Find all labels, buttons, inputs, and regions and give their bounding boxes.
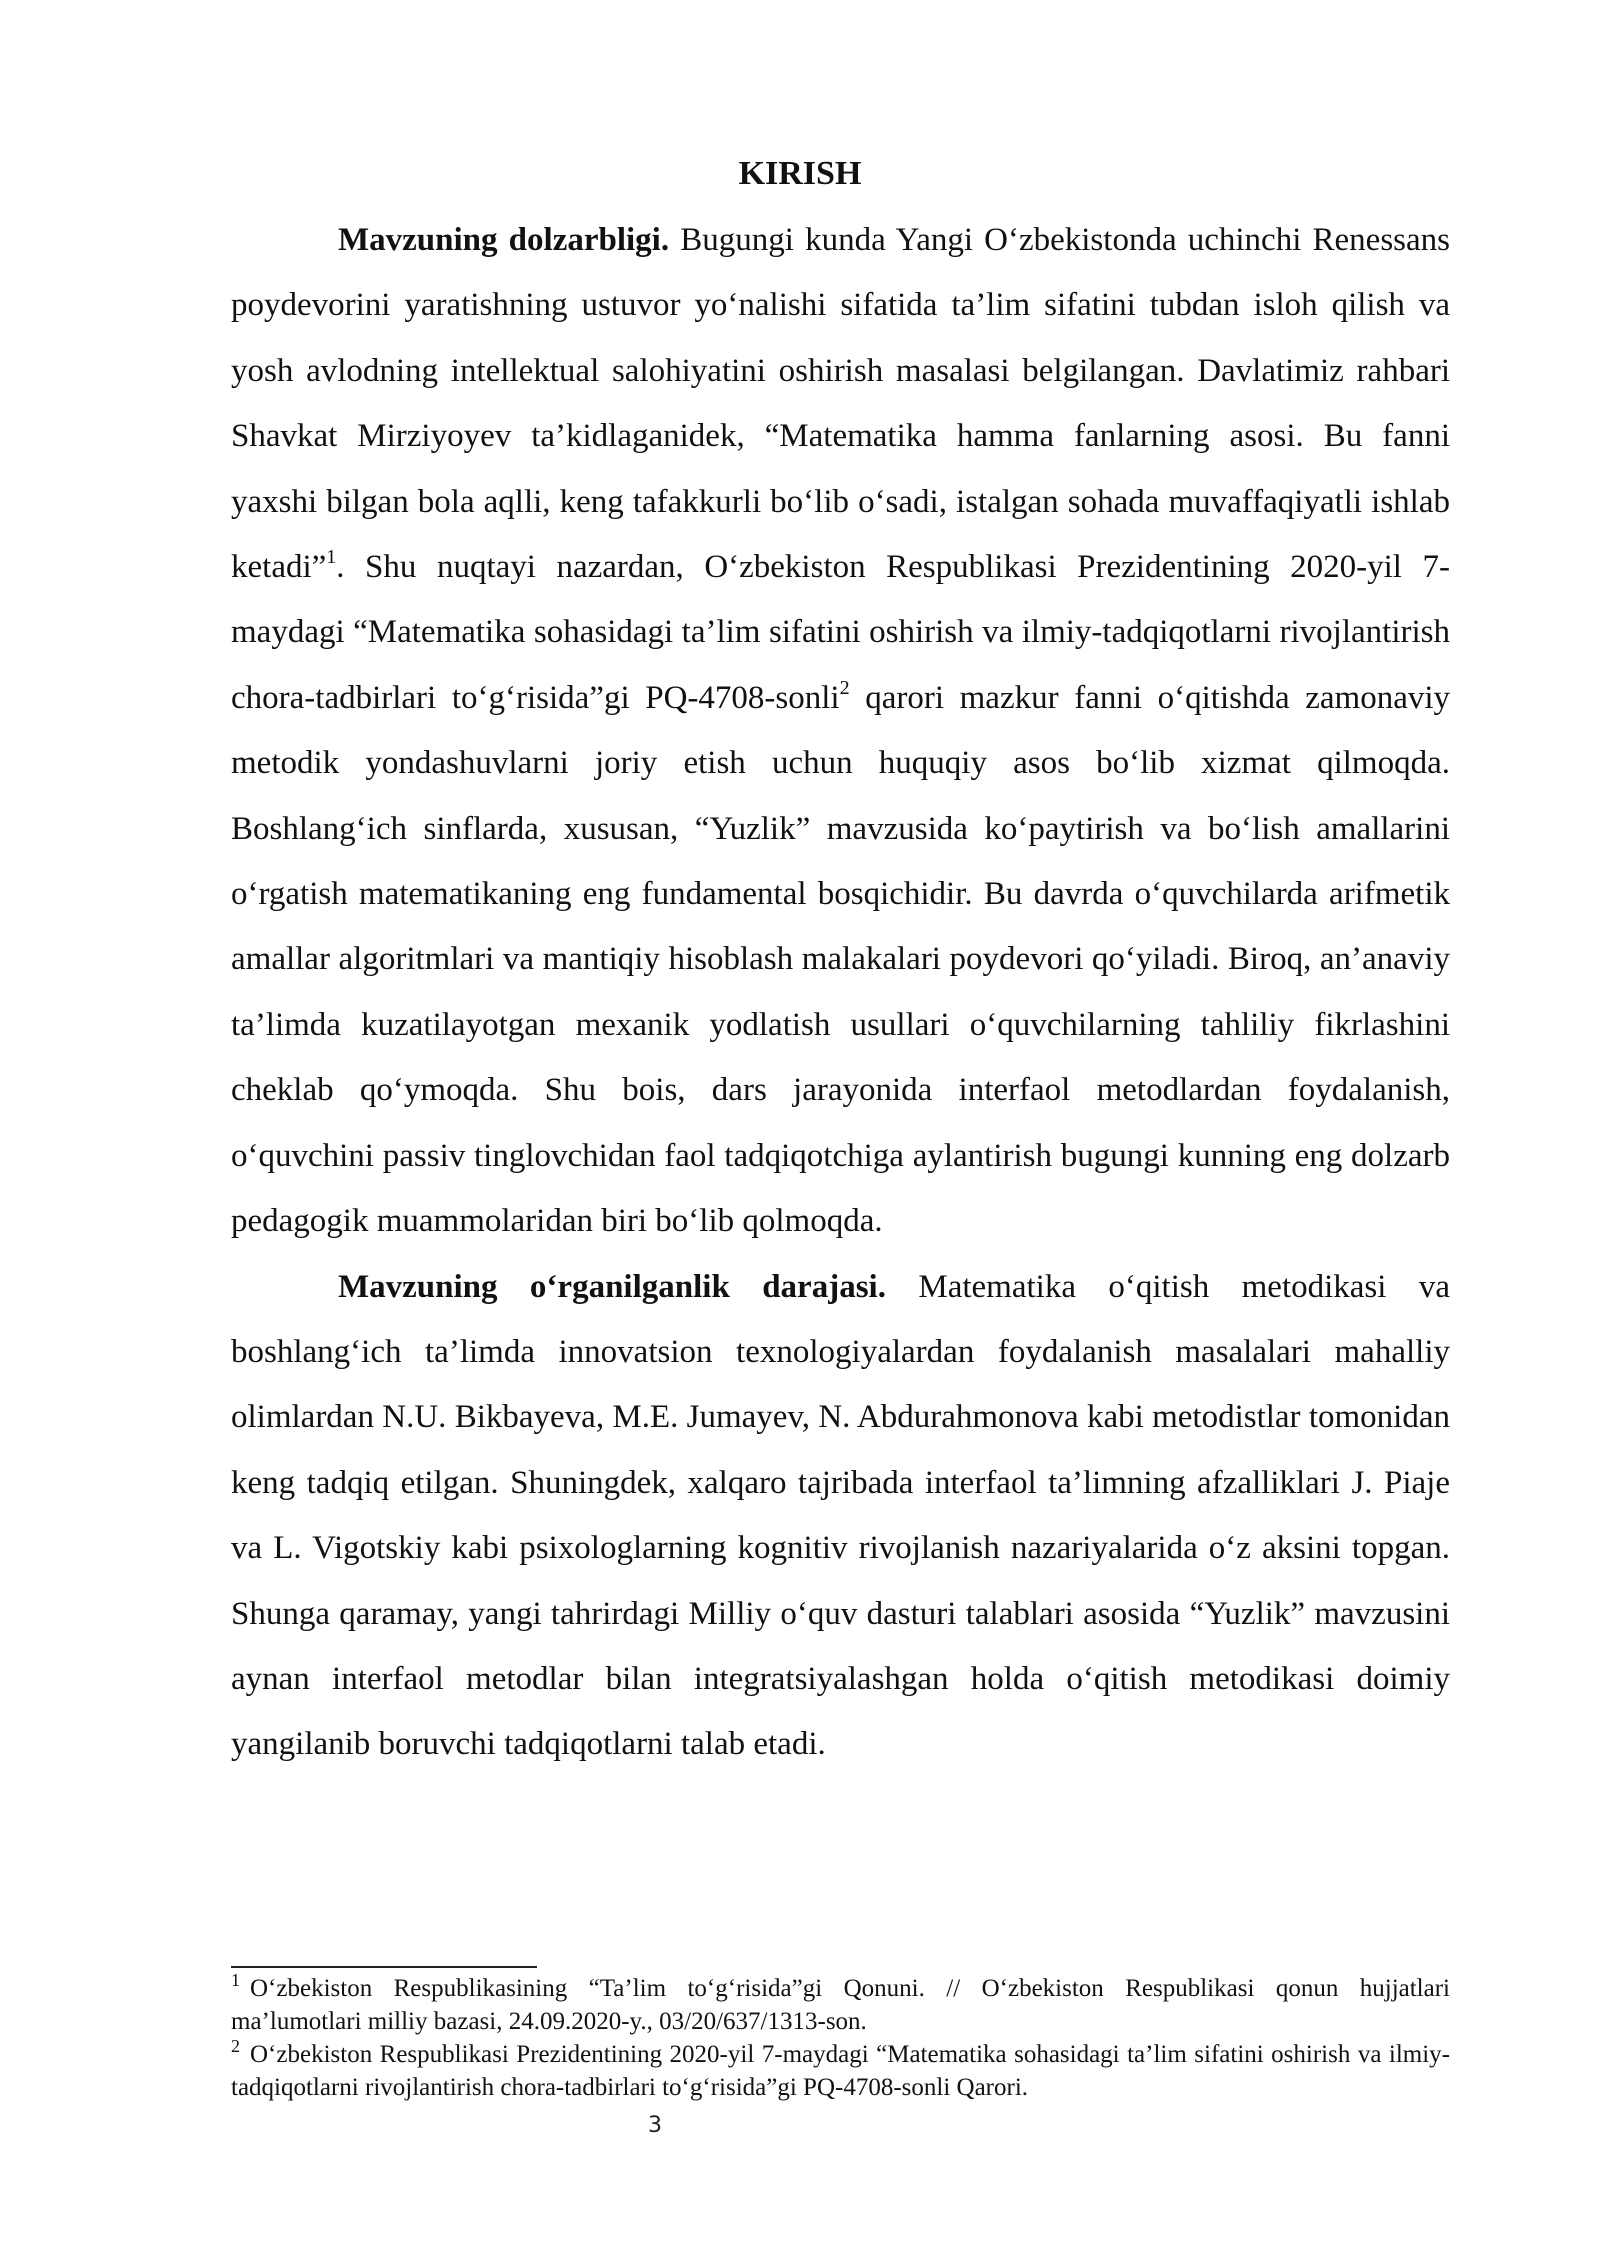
footnote-reference-2[interactable]: 2: [839, 676, 850, 699]
paragraph-heading-relevance: Mavzuning dolzarbligi.: [338, 222, 670, 258]
paragraph-text: Matematika o‘qitish metodikasi va boshlang‘ich ta’limda innovatsion texnologiyalardan foydalanish masalalari mahalliy olimlardan N.U. Bikbayeva, M.E. Jumayev, N. Abdurahmonova kabi metodistlar tomonidan keng tadqiq etilgan. Shuningdek, xalqaro tajribada interfaol ta’limning afzalliklari J. Piaje va L. Vigotskiy kabi psixologlarning kognitiv rivojlanish nazariyalarida o‘z aksini topgan. Shunga qaramay, yangi tahrirdagi Milliy o‘quv dasturi talablari asosida “Yuzlik” mavzusini aynan interfaol metodlar bilan integratsiyalashgan holda o‘qitish metodikasi doimiy yangilanib boruvchi tadqiqotlarni talab etadi.: [231, 1268, 1451, 1763]
footnote-1: [231, 1972, 1450, 2038]
footnote-2: [231, 2038, 1450, 2104]
paragraph-study-level: [231, 1255, 1450, 1778]
footnote-reference-1[interactable]: 1: [326, 546, 337, 569]
footnote-separator: [231, 1966, 537, 1968]
page-title: KIRISH: [738, 155, 862, 192]
paragraph-text: qarori mazkur fanni o‘qitishda zamonaviy metodik yondashuvlarni joriy etish uchun huquqiy asos bo‘lib xizmat qilmoqda. Boshlang‘ich sinflarda, xususan, “Yuzlik” mavzusida ko‘paytirish va bo‘lish amallarini o‘rgatish matematikaning eng fundamental bosqichidir. Bu davrda o‘quvchilarda arifmetik amallar algoritmlari va mantiqiy hisoblash malakalari poydevori qo‘yiladi. Biroq, an’anaviy ta’limda kuzatilayotgan mexanik yodlatish usullari o‘quvchilarning tahliliy fikrlashini cheklab qo‘ymoqda. Shu bois, dars jarayonida interfaol metodlardan foydalanish, o‘quvchini passiv tinglovchidan faol tadqiqotchiga aylantirish bugungi kunning eng dolzarb pedagogik muammolaridan biri bo‘lib qolmoqda.: [231, 679, 1451, 1240]
footnote-text: O‘zbekiston Respublikasining “Ta’lim to‘g‘risida”gi Qonuni. // O‘zbekiston Respublikasi qonun hujjatlari ma’lumotlari milliy bazasi, 24.09.2020-y., 03/20/637/1313-son.: [231, 1975, 1450, 2035]
footnote-number: 1: [231, 1970, 240, 1990]
paragraph-text: . Shu nuqtayi nazardan, O‘zbekiston Respublikasi Prezidentining 2020-yil 7-maydagi “Matematika sohasidagi ta’lim sifatini oshirish va ilmiy-tadqiqotlarni rivojlantirish chora-tadbirlari to‘g‘risida”gi PQ-4708-sonli: [231, 549, 1450, 716]
footnote-text: O‘zbekiston Respublikasi Prezidentining 2020-yil 7-maydagi “Matematika sohasidagi ta’lim sifatini oshirish va ilmiy-tadqiqotlarni rivojlantirish chora-tadbirlari to‘g‘risida”gi PQ-4708-sonli Qarori.: [231, 2041, 1450, 2101]
footnote-number: 2: [231, 2036, 240, 2056]
footnotes: [231, 1972, 1450, 2104]
paragraph-text: Bugungi kunda Yangi O‘zbekistonda uchinchi Renessans poydevorini yaratishning ustuvor yo‘nalishi sifatida ta’lim sifatini tubdan isloh qilish va yosh avlodning intellektual salohiyatini oshirish masalasi belgilangan. Davlatimiz rahbari Shavkat Mirziyoyev ta’kidlaganidek, “Matematika hamma fanlarning asosi. Bu fanni yaxshi bilgan bola aqlli, keng tafakkurli bo‘lib o‘sadi, istalgan sohada muvaffaqiyatli ishlab ketadi”: [231, 222, 1451, 586]
paragraph-heading-study-level: Mavzuning o‘rganilganlik darajasi.: [338, 1268, 886, 1305]
page-number: 3: [648, 2113, 662, 2138]
body-text: [231, 208, 1450, 1778]
paragraph-relevance: [231, 208, 1450, 1255]
